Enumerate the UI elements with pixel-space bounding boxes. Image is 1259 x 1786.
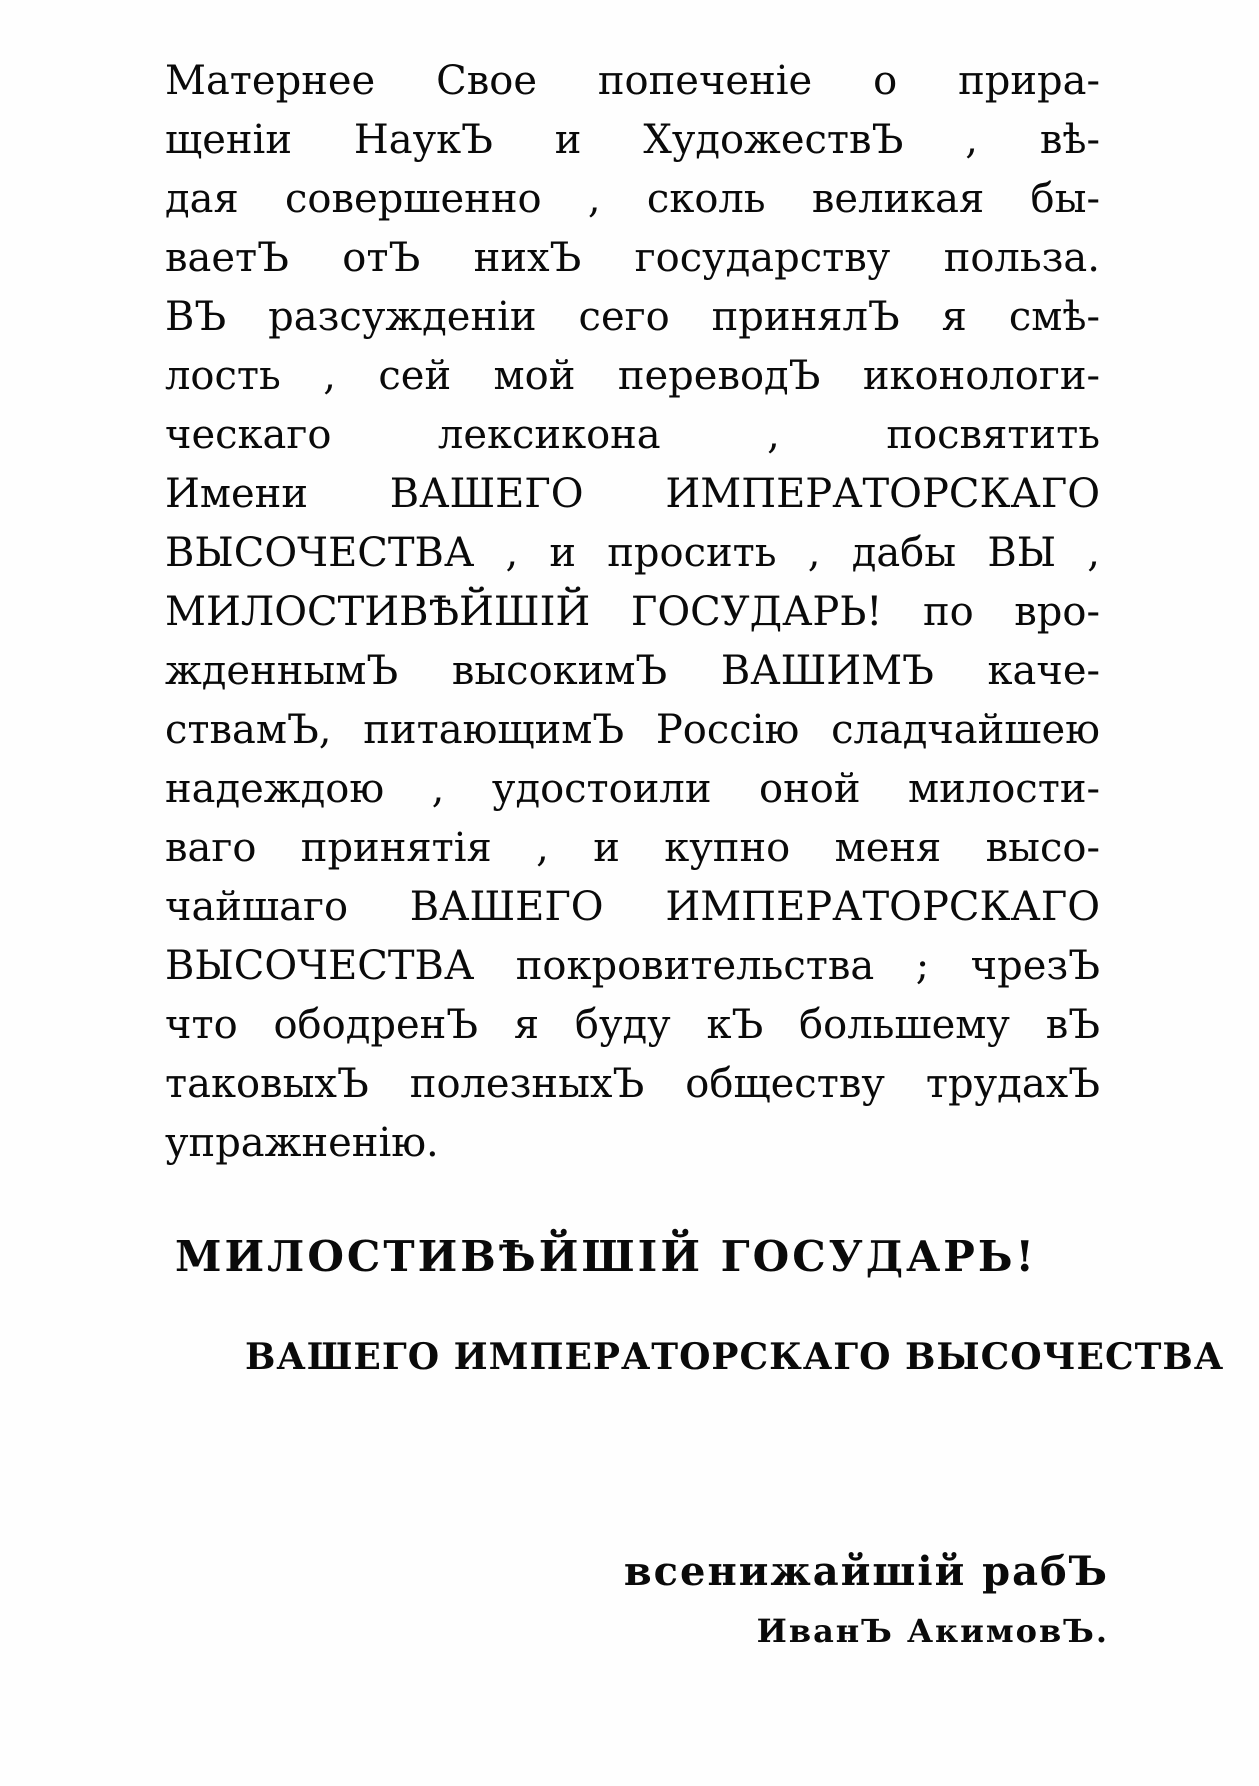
body-line: ствамЪ, питающимЪ Россiю сладчайшею [165, 707, 1100, 753]
body-line: дая совершенно , сколь великая бы- [165, 176, 1100, 222]
dedication-body [165, 52, 1100, 1173]
body-line: что ободренЪ я буду кЪ большему вЪ [165, 1002, 1100, 1048]
signature-line: всенижайшiй рабЪ [623, 1548, 1109, 1595]
body-line: щенiи НаукЪ и ХудожествЪ , вѣ- [165, 117, 1100, 163]
body-line: ВЪ разсужденiи сего принялЪ я смѣ- [165, 294, 1100, 340]
body-line: таковыхЪ полезныхЪ обществу трудахЪ [165, 1061, 1100, 1107]
body-line: ВЫСОЧЕСТВА покровительства ; чрезЪ [165, 943, 1100, 989]
signatory-name: ИванЪ АкимовЪ. [756, 1612, 1109, 1650]
body-line: надеждою , удостоили оной милости- [165, 766, 1100, 812]
body-line: Имени ВАШЕГО ИМПЕРАТОРСКАГО [165, 471, 1100, 517]
closing-salutation: МИЛОСТИВѢЙШIЙ ГОСУДАРЬ! [175, 1232, 1037, 1281]
body-line: ВЫСОЧЕСТВА , и просить , дабы ВЫ , [165, 530, 1100, 576]
body-line: жденнымЪ высокимЪ ВАШИМЪ каче- [165, 648, 1100, 694]
body-line: чайшаго ВАШЕГО ИМПЕРАТОРСКАГО [165, 884, 1100, 930]
body-line: Матернее Свое попеченiе о прира- [165, 58, 1100, 104]
body-line: ваетЪ отЪ нихЪ государству польза. [165, 235, 1100, 281]
body-line: МИЛОСТИВѢЙШIЙ ГОСУДАРЬ! по вро- [165, 589, 1100, 635]
body-line: упражненiю. [165, 1120, 439, 1166]
body-line: ваго принятiя , и купно меня высо- [165, 825, 1100, 871]
body-line: лость , сей мой переводЪ иконологи- [165, 353, 1100, 399]
body-line: ческаго лексикона , посвятить [165, 412, 1100, 458]
closing-title: ВАШЕГО ИМПЕРАТОРСКАГО ВЫСОЧЕСТВА [245, 1336, 1225, 1378]
